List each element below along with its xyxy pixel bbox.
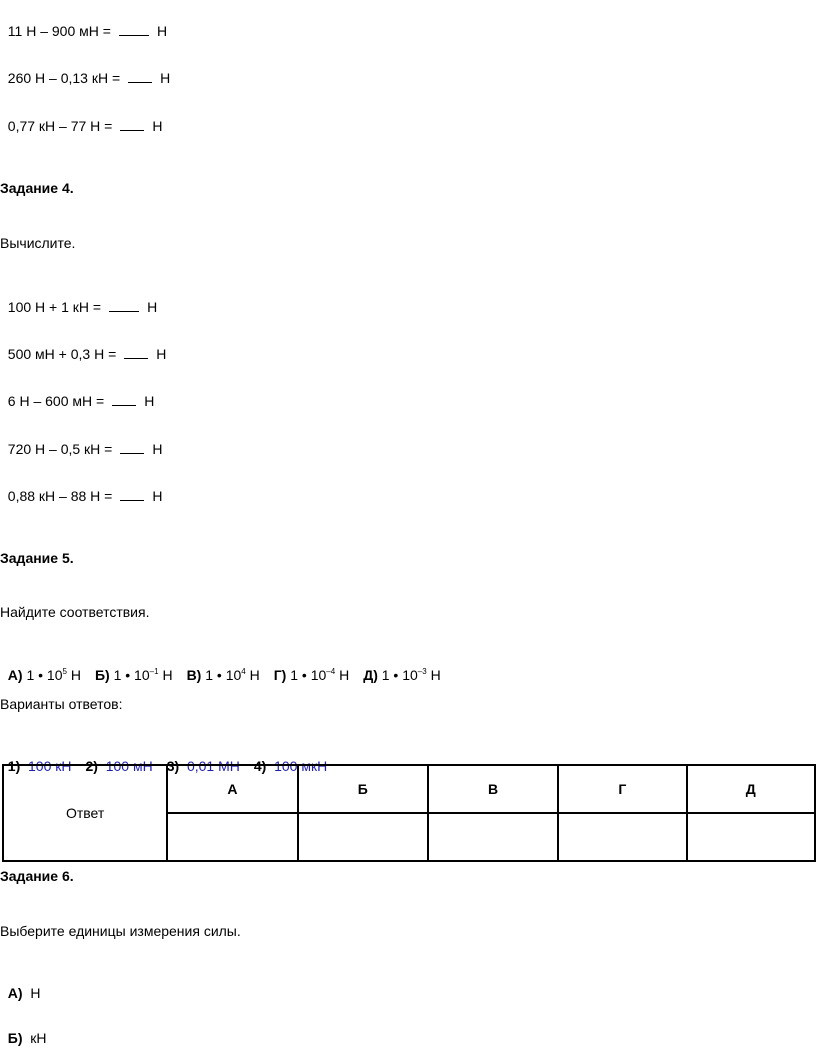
expression: 100 Н + 1 кН = xyxy=(7,299,102,315)
task3-line-1 xyxy=(0,3,167,40)
expression: 6 Н – 600 мН = xyxy=(7,393,105,409)
item-unit: Н xyxy=(339,667,350,683)
item-letter: А) xyxy=(7,667,23,683)
task5-items xyxy=(0,648,441,684)
answer-header-d: Д xyxy=(687,765,815,813)
answer-blank[interactable] xyxy=(119,21,149,36)
expression: 260 Н – 0,13 кН = xyxy=(7,70,121,86)
expression: 11 Н – 900 мН = xyxy=(7,23,111,39)
task6-instruction: Выберите единицы измерения силы. xyxy=(0,923,241,939)
task4-instruction: Вычислите. xyxy=(0,235,76,251)
unit: Н xyxy=(152,441,163,457)
expression: 0,77 кН – 77 Н = xyxy=(7,118,113,134)
task6-title: Задание 6. xyxy=(0,868,74,884)
task6-option-a xyxy=(0,966,40,1002)
answer-blank[interactable] xyxy=(124,344,148,359)
item-exponent: 5 xyxy=(62,667,67,676)
item-unit: Н xyxy=(70,667,81,683)
expression: 720 Н – 0,5 кН = xyxy=(7,441,113,457)
answer-header-a: А xyxy=(167,765,297,813)
task6-option-b xyxy=(0,1011,47,1047)
answer-table xyxy=(2,764,816,862)
option-value: кН xyxy=(30,1030,47,1046)
task4-line-2 xyxy=(0,326,166,363)
option-letter: А) xyxy=(7,985,23,1001)
task5-instruction: Найдите соответствия. xyxy=(0,604,150,620)
unit: Н xyxy=(144,393,155,409)
unit: Н xyxy=(160,70,171,86)
answer-cell-b[interactable] xyxy=(298,813,428,861)
option-letter: Б) xyxy=(7,1030,23,1046)
item-unit: Н xyxy=(430,667,441,683)
expression: 500 мН + 0,3 Н = xyxy=(7,346,117,362)
task4-line-5 xyxy=(0,468,162,505)
unit: Н xyxy=(156,346,167,362)
answer-blank[interactable] xyxy=(112,391,136,406)
task5-options-label: Варианты ответов: xyxy=(0,696,123,712)
item-letter: В) xyxy=(186,667,202,683)
option-number: 3) xyxy=(166,758,180,774)
task4-title: Задание 4. xyxy=(0,180,74,196)
answer-header-v: В xyxy=(428,765,558,813)
option-value: 100 мН xyxy=(105,758,153,774)
answer-cell-a[interactable] xyxy=(167,813,297,861)
answer-blank[interactable] xyxy=(109,297,139,312)
answer-blank[interactable] xyxy=(120,439,144,454)
answer-header-b: Б xyxy=(298,765,428,813)
option-number: 1) xyxy=(7,758,21,774)
option-value: Н xyxy=(30,985,41,1001)
item-exponent: –1 xyxy=(149,667,159,676)
item-base: 1 • 10 xyxy=(290,667,327,683)
task4-line-1 xyxy=(0,279,157,316)
unit: Н xyxy=(156,23,168,39)
item-letter: Б) xyxy=(94,667,110,683)
unit: Н xyxy=(152,488,163,504)
answer-cell-d[interactable] xyxy=(687,813,815,861)
answer-row-label: Ответ xyxy=(3,765,167,861)
option-value: 100 кН xyxy=(28,758,72,774)
option-number: 2) xyxy=(85,758,98,774)
item-exponent: –3 xyxy=(417,667,427,676)
item-exponent: –4 xyxy=(326,667,336,676)
task5-title: Задание 5. xyxy=(0,550,74,566)
task3-line-3 xyxy=(0,98,162,135)
answer-cell-g[interactable] xyxy=(558,813,686,861)
option-value: 100 мкН xyxy=(274,758,328,774)
item-unit: Н xyxy=(249,667,260,683)
item-letter: Д) xyxy=(363,667,378,683)
answer-header-g: Г xyxy=(558,765,686,813)
task4-line-3 xyxy=(0,373,154,410)
option-number: 4) xyxy=(253,758,267,774)
item-base: 1 • 10 xyxy=(113,667,150,683)
item-letter: Г) xyxy=(273,667,287,683)
item-base: 1 • 10 xyxy=(205,667,242,683)
item-base: 1 • 10 xyxy=(26,667,63,683)
expression: 0,88 кН – 88 Н = xyxy=(7,488,113,504)
answer-cell-v[interactable] xyxy=(428,813,558,861)
answer-blank[interactable] xyxy=(120,116,144,131)
item-unit: Н xyxy=(162,667,173,683)
task3-line-2 xyxy=(0,50,170,87)
option-value: 0,01 МН xyxy=(186,758,240,774)
item-base: 1 • 10 xyxy=(381,667,418,683)
unit: Н xyxy=(147,299,158,315)
item-exponent: 4 xyxy=(241,667,246,676)
answer-blank[interactable] xyxy=(120,486,144,501)
task4-line-4 xyxy=(0,421,162,458)
answer-blank[interactable] xyxy=(128,68,152,83)
unit: Н xyxy=(152,118,163,134)
